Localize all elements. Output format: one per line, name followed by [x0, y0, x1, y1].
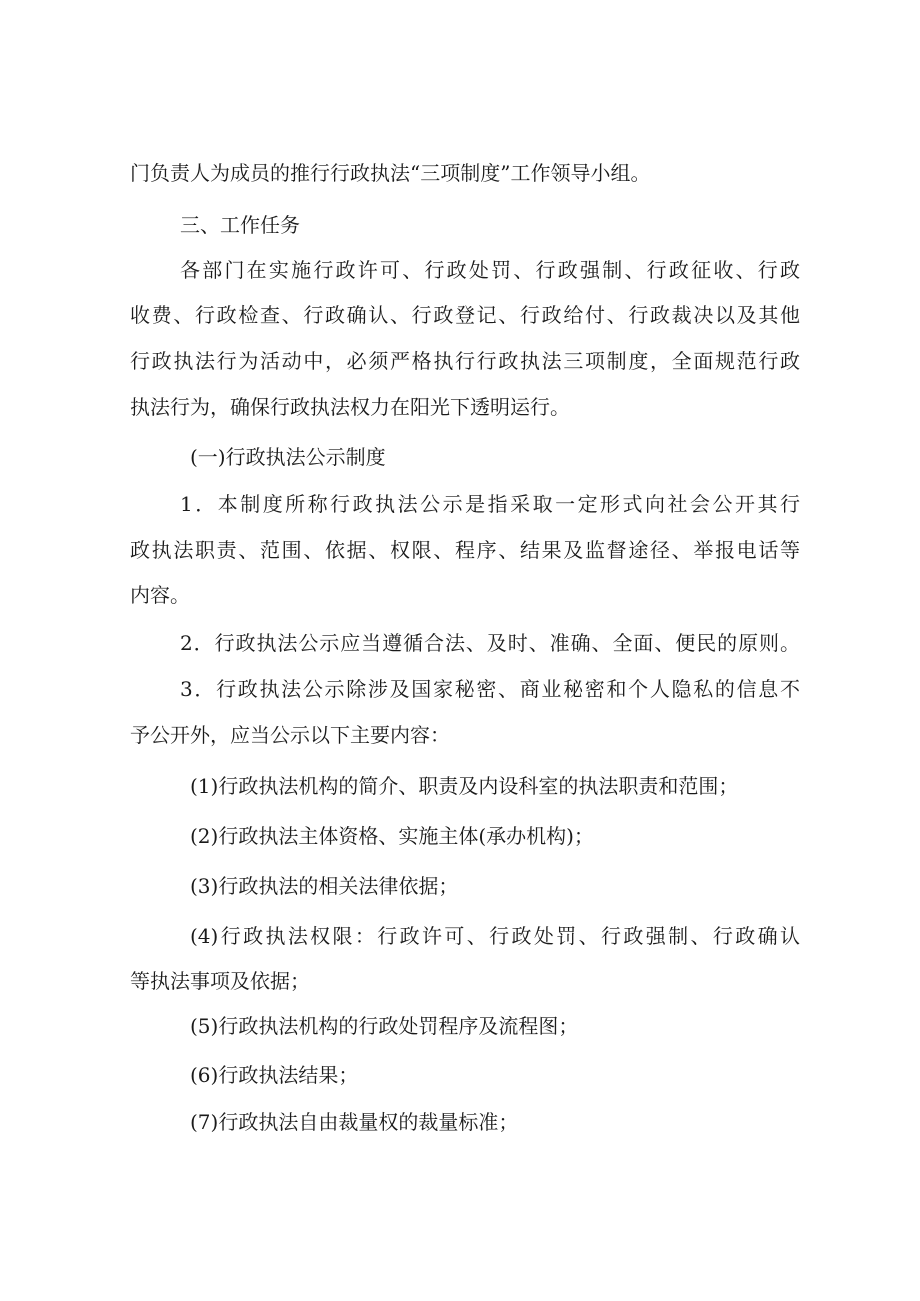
paragraph-line: 门负责人为成员的推行行政执法“三项制度”工作领导小组。	[130, 161, 651, 185]
paragraph-line: 2．行政执法公示应当遵循合法、及时、准确、全面、便民的原则。	[180, 631, 800, 655]
list-item: (6)行政执法结果；	[190, 1063, 359, 1087]
section-heading: 三、工作任务	[180, 213, 300, 237]
list-item: (3)行政执法的相关法律依据；	[190, 874, 459, 898]
list-item: (1)行政执法机构的简介、职责及内设科室的执法职责和范围；	[190, 774, 739, 798]
paragraph-line: 执法行为，确保行政执法权力在阳光下透明运行。	[130, 395, 570, 419]
paragraph-line: 予公开外，应当公示以下主要内容：	[130, 723, 450, 747]
list-item: (2)行政执法主体资格、实施主体(承办机构)；	[190, 824, 594, 848]
paragraph-line: 各部门在实施行政许可、行政处罚、行政强制、行政征收、行政	[180, 258, 800, 282]
subsection-heading: (一)行政执法公示制度	[190, 445, 386, 469]
list-item: (4)行政执法权限：行政许可、行政处罚、行政强制、行政确认	[190, 924, 800, 948]
paragraph-line: 政执法职责、范围、依据、权限、程序、结果及监督途径、举报电话等	[130, 538, 800, 562]
list-item-continuation: 等执法事项及依据；	[130, 969, 310, 993]
paragraph-line: 内容。	[130, 583, 190, 607]
paragraph-line: 1．本制度所称行政执法公示是指采取一定形式向社会公开其行	[180, 492, 800, 516]
list-item: (7)行政执法自由裁量权的裁量标准；	[190, 1110, 519, 1134]
paragraph-line: 行政执法行为活动中，必须严格执行行政执法三项制度，全面规范行政	[130, 349, 800, 373]
paragraph-line: 3．行政执法公示除涉及国家秘密、商业秘密和个人隐私的信息不	[180, 677, 800, 701]
paragraph-line: 收费、行政检查、行政确认、行政登记、行政给付、行政裁决以及其他	[130, 303, 800, 327]
list-item: (5)行政执法机构的行政处罚程序及流程图；	[190, 1014, 579, 1038]
